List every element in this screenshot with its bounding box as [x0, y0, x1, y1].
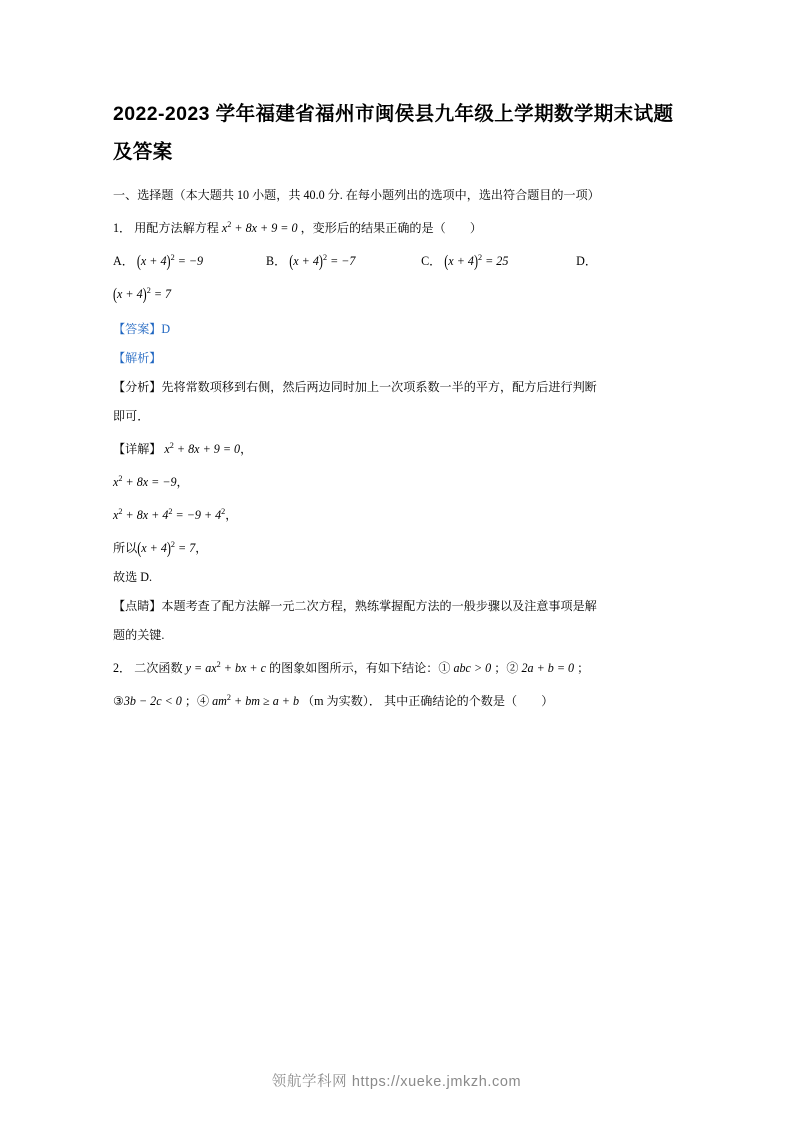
question-1-option-b — [266, 243, 418, 276]
solution-conclusion-prefix: 所以 — [113, 541, 138, 556]
solution-step-1-expr: $x^2 + 8x = -9$， — [113, 474, 189, 490]
analysis-tag: 【解析】 — [113, 351, 162, 366]
footer-watermark: 领航学科网 https://xueke.jmkzh.com — [271, 1074, 522, 1090]
answer-line — [113, 315, 681, 344]
question-1-option-d-wrapped — [113, 276, 681, 309]
question-2-claim-4: $am^2$ + bm ≥ a + b — [212, 693, 299, 709]
option-d-label: D． — [576, 254, 597, 269]
question-2-line-1 — [113, 650, 681, 683]
solution-step-2-expr: $x^2 + 8x + 4^2 = -9 + 4^2$， — [113, 507, 238, 523]
question-2-sep-2: ； — [577, 661, 590, 676]
option-b-expression: $(x + 4)^2 = -7$ — [289, 251, 356, 271]
option-b-label: B． — [266, 254, 287, 269]
dianjing-line-2: 题的关键. — [113, 628, 165, 643]
question-2-note: （m 为实数）． — [302, 694, 381, 709]
question-1-stem-before: 用配方法解方程 — [134, 221, 219, 236]
page-title: 2022-2023 学年福建省福州市闽侯县九年级上学期数学期末试题及答案 — [113, 103, 674, 163]
answer-tag: 【答案】 — [113, 322, 162, 337]
question-2-claim-3: ③3b − 2c < 0 — [113, 694, 182, 709]
question-1-option-a — [113, 243, 263, 276]
document-body — [113, 95, 681, 716]
option-c-expression: $(x + 4)^2 = 25$ — [444, 251, 509, 271]
option-a-expression: $(x + 4)^2 = -9$ — [136, 251, 204, 271]
dianjing-line-1 — [113, 592, 681, 621]
fenxi-line-2: 即可． — [113, 409, 150, 424]
answer-value: D — [161, 322, 171, 337]
question-2-text-b: 的图象如图所示，有如下结论：① — [269, 661, 451, 676]
solution-step-2 — [113, 497, 681, 530]
dianjing-text: 本题考查了配方法解一元二次方程，熟练掌握配方法的一般步骤以及注意事项是解 — [161, 599, 597, 614]
solution-conclusion-expr: $(x + 4)^2 = 7$， — [137, 538, 208, 558]
question-1-option-d — [576, 246, 636, 276]
question-2-number: 2． — [113, 661, 132, 676]
option-a-label: A． — [113, 254, 134, 269]
option-d-expression: $(x + 4)^2 = 7$ — [113, 284, 172, 304]
question-1-equation: $x^2 + 8x + 9 = 0$ — [221, 220, 298, 236]
solution-conclusion — [113, 530, 681, 563]
xiangjie-line — [113, 431, 681, 464]
question-2-claim-2: 2a + b = 0 — [521, 661, 575, 676]
question-2-sep-1: ；② — [494, 661, 519, 676]
final-choice: 故选 D. — [113, 570, 152, 585]
question-2-tail: 其中正确结论的个数是（ ） — [384, 694, 554, 709]
question-2-function: $y = ax^2$ + bx + c — [185, 660, 266, 676]
question-2-text-a: 二次函数 — [134, 661, 183, 676]
question-2-sep-3: ；④ — [184, 694, 210, 709]
fenxi-text: 先将常数项移到右侧，然后两边同时加上一次项系数一半的平方，配方后进行判断 — [161, 380, 597, 395]
question-2-claim-1: abc > 0 — [453, 661, 492, 676]
question-2-line-2 — [113, 683, 681, 716]
section-heading: 一、选择题（本大题共 10 小题，共 40.0 分. 在每小题列出的选项中，选出符合题目的一项） — [113, 188, 600, 202]
question-1-stem-after: ，变形后的结果正确的是（ ） — [300, 221, 482, 236]
question-1-number: 1． — [113, 221, 132, 236]
option-c-label: C． — [421, 254, 442, 269]
fenxi-tag: 【分析】 — [113, 380, 162, 395]
xiangjie-tag: 【详解】 — [113, 442, 162, 457]
dianjing-tag: 【点睛】 — [113, 599, 162, 614]
xiangjie-step-0: $x^2 + 8x + 9 = 0$， — [164, 441, 253, 457]
question-1-stem — [113, 210, 681, 243]
question-1-options — [113, 243, 681, 276]
solution-step-1 — [113, 464, 681, 497]
fenxi-line-1 — [113, 373, 681, 402]
question-1-option-c — [421, 243, 573, 276]
